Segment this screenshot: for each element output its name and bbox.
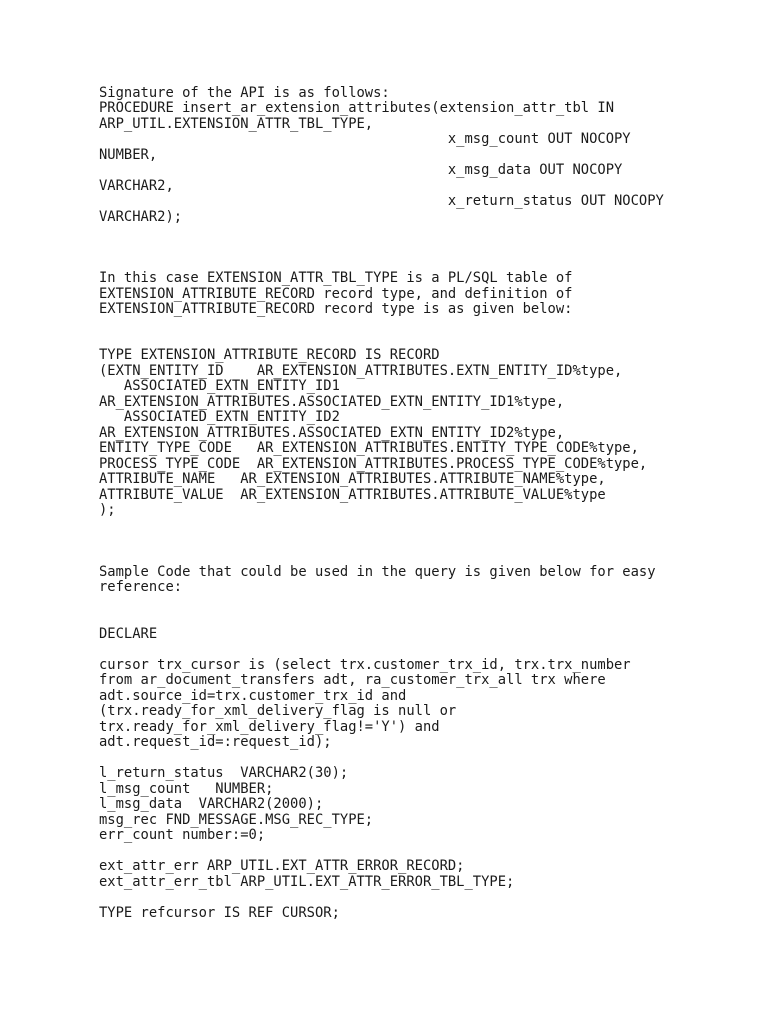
- text-line: l_msg_data VARCHAR2(2000);: [99, 796, 324, 812]
- text-line: msg_rec FND_MESSAGE.MSG_REC_TYPE;: [99, 812, 374, 828]
- text-line: l_return_status VARCHAR2(30);: [99, 765, 349, 781]
- text-line: TYPE refcursor IS REF CURSOR;: [99, 905, 340, 921]
- text-line: PROCEDURE insert_ar_extension_attributes(extension_attr_tbl IN: [99, 100, 614, 116]
- text-line: from ar_document_transfers adt, ra_customer_trx_all trx where: [99, 672, 606, 688]
- text-line: In this case EXTENSION_ATTR_TBL_TYPE is a PL/SQL table of: [99, 270, 573, 286]
- text-line: ext_attr_err_tbl ARP_UTIL.EXT_ATTR_ERROR_TBL_TYPE;: [99, 874, 515, 890]
- text-line: adt.request_id=:request_id);: [99, 734, 332, 750]
- text-line: ATTRIBUTE_NAME AR_EXTENSION_ATTRIBUTES.ATTRIBUTE_NAME%type,: [99, 471, 606, 487]
- text-line: (trx.ready_for_xml_delivery_flag is null or: [99, 703, 457, 719]
- text-line: TYPE EXTENSION_ATTRIBUTE_RECORD IS RECORD: [99, 347, 440, 363]
- text-line: x_msg_count OUT NOCOPY: [99, 131, 631, 147]
- text-line: x_return_status OUT NOCOPY: [99, 193, 664, 209]
- text-line: VARCHAR2,: [99, 178, 174, 194]
- text-line: DECLARE: [99, 626, 158, 642]
- text-line: ASSOCIATED_EXTN_ENTITY_ID1: [99, 378, 340, 394]
- text-line: VARCHAR2);: [99, 209, 183, 225]
- text-line: cursor trx_cursor is (select trx.customer_trx_id, trx.trx_number: [99, 657, 631, 673]
- text-line: ENTITY_TYPE_CODE AR_EXTENSION_ATTRIBUTES.ENTITY_TYPE_CODE%type,: [99, 440, 639, 456]
- text-line: EXTENSION_ATTRIBUTE_RECORD record type is as given below:: [99, 301, 573, 317]
- text-line: AR_EXTENSION_ATTRIBUTES.ASSOCIATED_EXTN_ENTITY_ID2%type,: [99, 425, 565, 441]
- text-line: trx.ready_for_xml_delivery_flag!='Y') and: [99, 719, 440, 735]
- text-line: ASSOCIATED_EXTN_ENTITY_ID2: [99, 409, 340, 425]
- text-line: NUMBER,: [99, 147, 158, 163]
- text-line: ARP_UTIL.EXTENSION_ATTR_TBL_TYPE,: [99, 116, 374, 132]
- text-line: reference:: [99, 579, 183, 595]
- text-line: PROCESS_TYPE_CODE AR_EXTENSION_ATTRIBUTES.PROCESS_TYPE_CODE%type,: [99, 456, 648, 472]
- text-line: Signature of the API is as follows:: [99, 85, 390, 101]
- text-line: err_count number:=0;: [99, 827, 266, 843]
- text-line: );: [99, 502, 116, 518]
- text-line: Sample Code that could be used in the query is given below for easy: [99, 564, 656, 580]
- text-line: adt.source_id=trx.customer_trx_id and: [99, 688, 407, 704]
- text-line: ext_attr_err ARP_UTIL.EXT_ATTR_ERROR_RECORD;: [99, 858, 465, 874]
- text-line: (EXTN_ENTITY_ID AR_EXTENSION_ATTRIBUTES.EXTN_ENTITY_ID%type,: [99, 363, 623, 379]
- text-line: x_msg_data OUT NOCOPY: [99, 162, 623, 178]
- text-line: l_msg_count NUMBER;: [99, 781, 274, 797]
- text-line: EXTENSION_ATTRIBUTE_RECORD record type, and definition of: [99, 286, 573, 302]
- text-line: ATTRIBUTE_VALUE AR_EXTENSION_ATTRIBUTES.ATTRIBUTE_VALUE%type: [99, 487, 606, 503]
- text-line: AR_EXTENSION_ATTRIBUTES.ASSOCIATED_EXTN_ENTITY_ID1%type,: [99, 394, 565, 410]
